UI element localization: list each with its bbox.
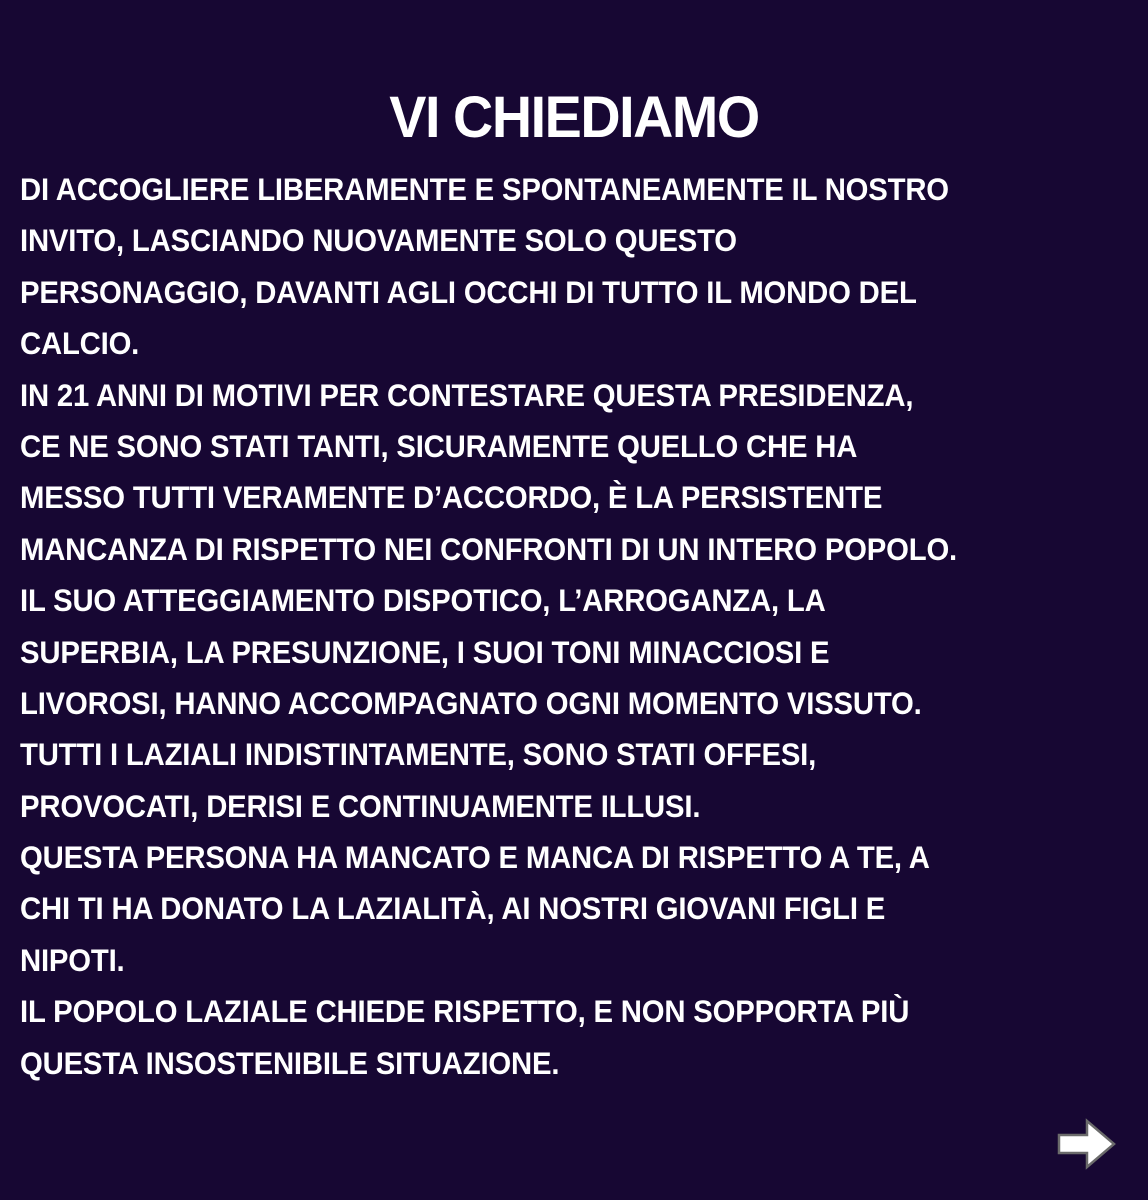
right-arrow-icon-graphic (1056, 1116, 1118, 1172)
text-line: PROVOCATI, DERISI E CONTINUAMENTE ILLUSI. (20, 787, 701, 824)
text-line: DI ACCOGLIERE LIBERAMENTE E SPONTANEAMENTE IL NOSTRO (20, 171, 949, 207)
right-arrow-icon[interactable] (1056, 1116, 1118, 1172)
text-line: PERSONAGGIO, DAVANTI AGLI OCCHI DI TUTTO IL MONDO DEL (20, 273, 917, 310)
text-line: INVITO, LASCIANDO NUOVAMENTE SOLO QUESTO (20, 222, 737, 259)
text-line: QUESTA INSOSTENIBILE SITUAZIONE. (20, 1044, 560, 1081)
text-line: QUESTA PERSONA HA MANCATO E MANCA DI RISPETTO A TE, A (20, 839, 930, 876)
text-line: MANCANZA DI RISPETTO NEI CONFRONTI DI UN INTERO POPOLO. (20, 530, 958, 567)
text-line: CE NE SONO STATI TANTI, SICURAMENTE QUELLO CHE HA (20, 427, 858, 464)
statement-text (20, 164, 1138, 1089)
text-line: LIVOROSI, HANNO ACCOMPAGNATO OGNI MOMENTO VISSUTO. (20, 684, 922, 721)
text-line: CALCIO. (20, 325, 140, 362)
text-line: IL SUO ATTEGGIAMENTO DISPOTICO, L’ARROGANZA, LA (20, 582, 826, 619)
text-line: TUTTI I LAZIALI INDISTINTAMENTE, SONO STATI OFFESI, (20, 736, 817, 773)
text-line: NIPOTI. (20, 941, 125, 978)
text-line: IN 21 ANNI DI MOTIVI PER CONTESTARE QUESTA PRESIDENZA, (20, 376, 914, 413)
text-line: MESSO TUTTI VERAMENTE D’ACCORDO, È LA PERSISTENTE (20, 479, 883, 516)
text-line: IL POPOLO LAZIALE CHIEDE RISPETTO, E NON SOPPORTA PIÙ (20, 993, 910, 1030)
text-line: SUPERBIA, LA PRESUNZIONE, I SUOI TONI MINACCIOSI E (20, 633, 830, 670)
text-line: CHI TI HA DONATO LA LAZIALITÀ, AI NOSTRI GIOVANI FIGLI E (20, 890, 886, 927)
slide-title: VI CHIEDIAMO (389, 85, 759, 150)
